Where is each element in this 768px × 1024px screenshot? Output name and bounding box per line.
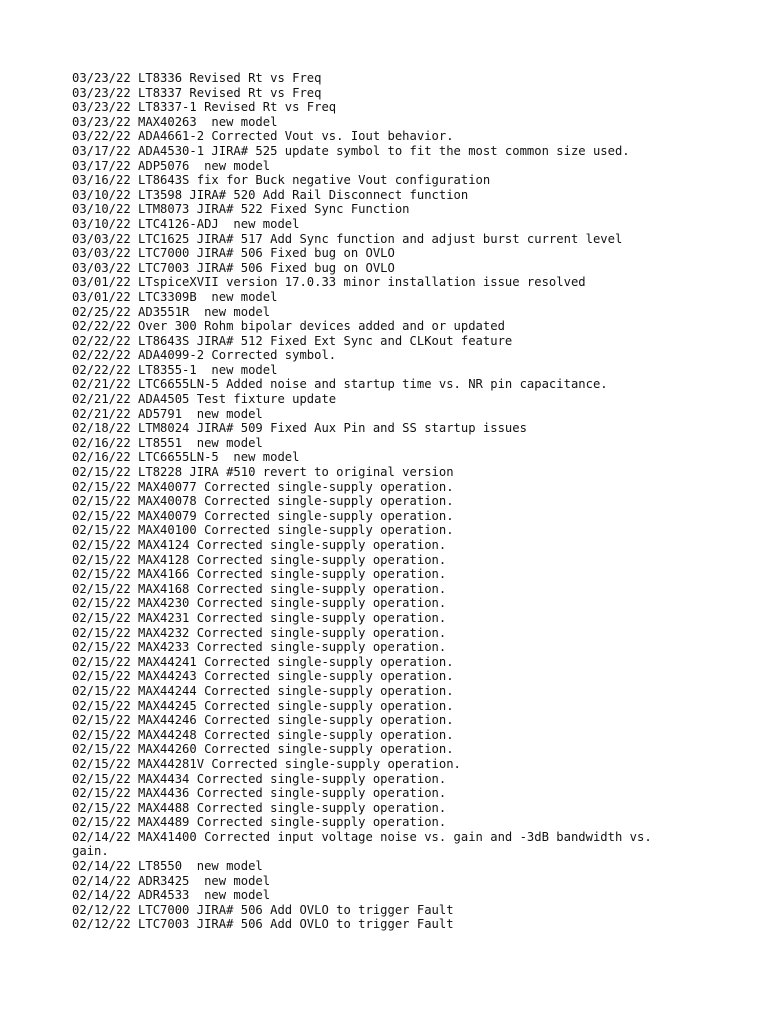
changelog-line: 02/15/22 MAX44260 Corrected single-supply operation. [72,742,454,757]
changelog-line: 02/21/22 LTC6655LN-5 Added noise and startup time vs. NR pin capacitance. [72,377,608,392]
changelog-line: 02/15/22 MAX4124 Corrected single-supply operation. [72,538,447,552]
changelog-line: 02/15/22 MAX40079 Corrected single-supply operation. [72,508,454,523]
changelog-line: 02/15/22 MAX4488 Corrected single-supply operation. [72,800,447,815]
changelog-line: 03/03/22 LTC7003 JIRA# 506 Fixed bug on OVLO [72,260,395,275]
changelog-line: 02/15/22 MAX4168 Corrected single-supply operation. [72,581,447,596]
changelog-line: 03/01/22 LTspiceXVII version 17.0.33 minor installation issue resolved [72,275,586,290]
changelog-line: 02/15/22 MAX4166 Corrected single-supply operation. [72,567,447,582]
changelog-line: 02/15/22 MAX40078 Corrected single-supply operation. [72,494,454,509]
changelog-line: 03/17/22 ADA4530-1 JIRA# 525 update symbol to fit the most common size used. [72,143,630,158]
changelog-line: 02/15/22 MAX4230 Corrected single-supply operation. [72,596,447,611]
changelog-line: 02/15/22 MAX4436 Corrected single-supply operation. [72,786,447,801]
changelog-line: 03/17/22 ADP5076 new model [72,158,271,173]
changelog-line: 02/18/22 LTM8024 JIRA# 509 Fixed Aux Pin and SS startup issues [72,421,527,436]
changelog-line: 02/16/22 LTC6655LN-5 new model [72,450,300,465]
changelog-line: 02/15/22 MAX44245 Corrected single-supply operation. [72,698,454,713]
changelog-line: 02/12/22 LTC7003 JIRA# 506 Add OVLO to trigger Fault [72,917,454,932]
changelog-line: 03/10/22 LTC4126-ADJ new model [72,216,300,231]
changelog-line: 02/14/22 LT8550 new model [72,859,263,874]
changelog-line: 02/14/22 MAX41400 Corrected input voltage noise vs. gain and -3dB bandwidth vs. gain. [72,829,660,859]
changelog-line: 02/15/22 MAX44241 Corrected single-supply operation. [72,654,454,669]
changelog-line: 02/15/22 MAX44243 Corrected single-supply operation. [72,669,454,684]
changelog-line: 02/15/22 LT8228 JIRA #510 revert to original version [72,465,454,480]
changelog-line: 02/22/22 LT8355-1 new model [72,362,278,377]
changelog-line: 02/15/22 MAX4489 Corrected single-supply operation. [72,815,447,830]
changelog-line: 03/03/22 LTC7000 JIRA# 506 Fixed bug on OVLO [72,246,395,261]
changelog-line: 03/23/22 LT8337 Revised Rt vs Freq [72,85,322,100]
changelog-line: 02/15/22 MAX40100 Corrected single-supply operation. [72,523,454,538]
changelog-line: 03/10/22 LT3598 JIRA# 520 Add Rail Disconnect function [72,187,469,202]
changelog-text [72,71,692,932]
changelog-line: 02/22/22 LT8643S JIRA# 512 Fixed Ext Sync and CLKout feature [72,333,513,348]
changelog-line: 02/15/22 MAX44248 Corrected single-supply operation. [72,727,454,742]
changelog-line: 02/14/22 ADR4533 new model [72,888,271,903]
changelog-line: 02/15/22 MAX4128 Corrected single-supply operation. [72,552,447,567]
changelog-line: 02/22/22 Over 300 Rohm bipolar devices added and or updated [72,319,505,334]
changelog-line: 02/15/22 MAX44246 Corrected single-supply operation. [72,713,454,728]
changelog-line: 03/01/22 LTC3309B new model [72,289,278,304]
changelog-line: 03/16/22 LT8643S fix for Buck negative Vout configuration [72,173,491,188]
changelog-line: 02/21/22 AD5791 new model [72,406,263,421]
changelog-line: 03/03/22 LTC1625 JIRA# 517 Add Sync function and adjust burst current level [72,231,623,246]
changelog-line: 02/16/22 LT8551 new model [72,435,263,450]
changelog-line: 02/15/22 MAX4232 Corrected single-supply operation. [72,625,447,640]
changelog-line: 02/25/22 AD3551R new model [72,304,271,319]
changelog-line: 02/15/22 MAX4231 Corrected single-supply operation. [72,610,447,625]
changelog-line: 02/21/22 ADA4505 Test fixture update [72,392,337,407]
changelog-line: 02/15/22 MAX4233 Corrected single-supply operation. [72,640,447,655]
changelog-line: 03/10/22 LTM8073 JIRA# 522 Fixed Sync Function [72,202,410,217]
changelog-line: 03/23/22 LT8337-1 Revised Rt vs Freq [72,100,337,115]
changelog-line: 02/12/22 LTC7000 JIRA# 506 Add OVLO to trigger Fault [72,902,454,917]
changelog-line: 02/15/22 MAX40077 Corrected single-supply operation. [72,479,454,494]
changelog-line: 02/22/22 ADA4099-2 Corrected symbol. [72,348,337,363]
changelog-line: 03/22/22 ADA4661-2 Corrected Vout vs. Iout behavior. [72,129,454,144]
changelog-line: 03/23/22 LT8336 Revised Rt vs Freq [72,71,322,85]
changelog-line: 02/15/22 MAX44281V Corrected single-supply operation. [72,756,461,771]
changelog-line: 02/14/22 ADR3425 new model [72,873,271,888]
changelog-line: 03/23/22 MAX40263 new model [72,114,278,129]
changelog-line: 02/15/22 MAX44244 Corrected single-supply operation. [72,683,454,698]
changelog-line: 02/15/22 MAX4434 Corrected single-supply operation. [72,771,447,786]
